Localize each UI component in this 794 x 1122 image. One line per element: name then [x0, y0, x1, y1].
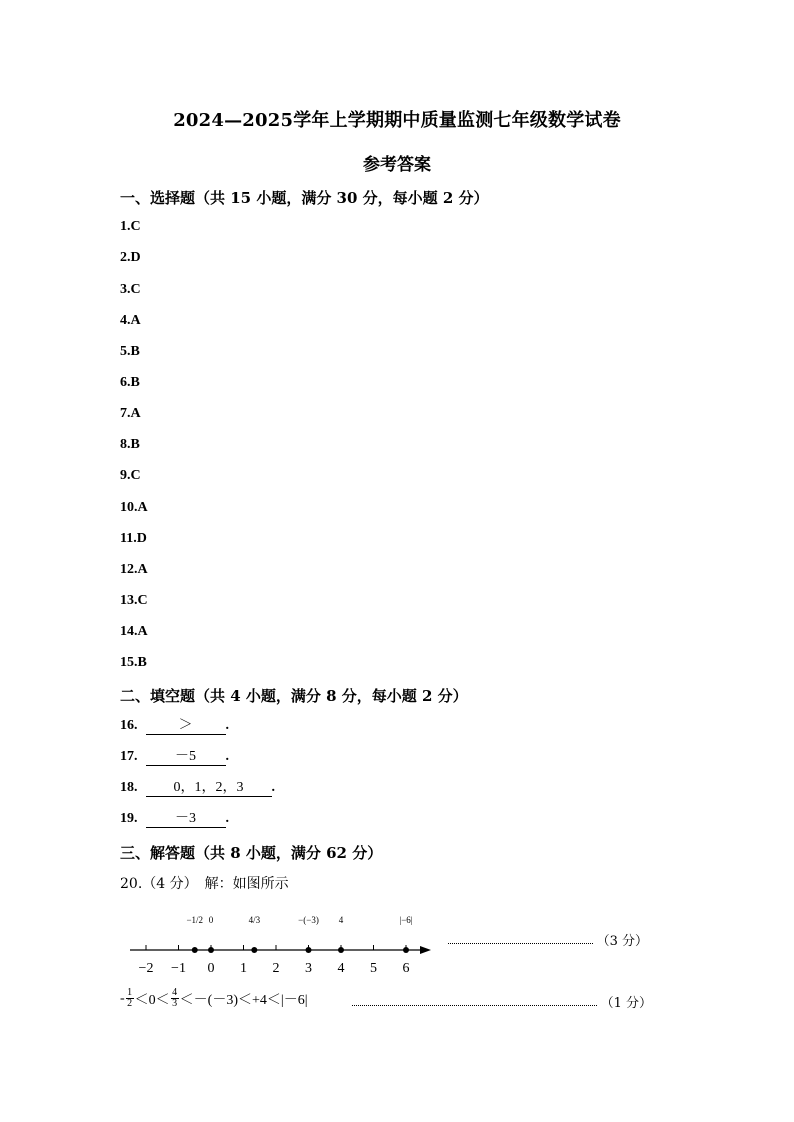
- number-line-point-label: 4: [338, 915, 344, 925]
- number-line-tick-label: 3: [305, 961, 312, 976]
- page-title: 2024—2025学年上学期期中质量监测七年级数学试卷: [173, 110, 621, 131]
- fraction-four-thirds: $\frac{4}{3}$: [172, 987, 178, 1009]
- answer-item: 15.B: [120, 655, 147, 670]
- fill-number: 18.: [120, 780, 138, 795]
- number-line-tick-label: −1: [171, 961, 186, 976]
- answer-item: 10.A: [120, 500, 148, 515]
- fill-answer: ＞: [146, 718, 226, 735]
- question-20-intro: 20.（4 分） 解：如图所示: [120, 876, 289, 892]
- score-2: （1 分）: [600, 996, 652, 1011]
- number-line-point: [192, 947, 198, 953]
- fill-item: [120, 780, 275, 797]
- page-subtitle: 参考答案: [363, 155, 431, 175]
- number-line-point: [251, 947, 257, 953]
- section-3-heading: 三、解答题（共 8 小题，满分 62 分）: [120, 844, 383, 862]
- dot-leader: [352, 1005, 597, 1006]
- number-line-tick-label: 6: [402, 961, 410, 976]
- answer-item: 1.C: [120, 219, 141, 234]
- answer-item: 7.A: [120, 406, 141, 421]
- answer-item: 14.A: [120, 624, 148, 639]
- number-line-point: [306, 947, 312, 953]
- fill-answer: －3: [146, 811, 226, 828]
- score-line-2: [352, 992, 652, 1011]
- answer-item: 9.C: [120, 468, 141, 483]
- fill-end: .: [225, 718, 229, 733]
- inequality-part-1: ＜0＜: [134, 992, 170, 1008]
- fill-number: 16.: [120, 718, 138, 733]
- number-line-tick-label: 5: [370, 961, 377, 976]
- fill-item: [120, 718, 229, 735]
- number-line-point-label: 0: [208, 915, 214, 925]
- inequality-answer: [120, 988, 308, 1009]
- fill-number: 19.: [120, 811, 138, 826]
- number-line-tick-label: −2: [138, 961, 154, 976]
- number-line-tick-label: 2: [272, 961, 280, 976]
- fill-answer: －5: [146, 749, 226, 766]
- number-line-arrow: [420, 946, 431, 954]
- score-line-1: [448, 930, 648, 949]
- number-line-point-label: −1/2: [186, 915, 204, 925]
- number-line-tick-label: 4: [337, 961, 345, 976]
- score-1: （3 分）: [596, 934, 648, 949]
- fill-number: 17.: [120, 749, 138, 764]
- fill-end: .: [271, 780, 275, 795]
- answer-item: 4.A: [120, 313, 141, 328]
- fill-end: .: [225, 811, 229, 826]
- fill-item: [120, 749, 229, 766]
- fill-answer: 0，1，2，3: [146, 780, 272, 797]
- answer-item: 12.A: [120, 562, 148, 577]
- number-line-point-label: |−6|: [399, 915, 413, 925]
- minus-sign: -: [120, 990, 125, 1006]
- number-line-point-label: −(−3): [298, 915, 319, 925]
- number-line-point: [403, 947, 409, 953]
- number-line-tick-label: 0: [207, 961, 215, 976]
- number-line-point: [208, 947, 214, 953]
- answer-item: 8.B: [120, 437, 140, 452]
- dot-leader: [448, 943, 593, 944]
- section-2-heading: 二、填空题（共 4 小题，满分 8 分，每小题 2 分）: [120, 687, 468, 705]
- number-line-point-label: 4/3: [248, 915, 261, 925]
- fill-end: .: [225, 749, 229, 764]
- number-line-point: [338, 947, 344, 953]
- answer-item: 2.D: [120, 250, 141, 265]
- answer-item: 3.C: [120, 282, 141, 297]
- answer-item: 6.B: [120, 375, 140, 390]
- number-line: [120, 905, 440, 980]
- number-line-tick-label: 1: [240, 961, 247, 976]
- fraction-one-half: $\frac{1}{2}$: [127, 987, 133, 1009]
- fill-item: [120, 811, 229, 828]
- section-1-heading: 一、选择题（共 15 小题，满分 30 分，每小题 2 分）: [120, 189, 489, 207]
- answer-item: 13.C: [120, 593, 148, 608]
- answer-item: 11.D: [120, 531, 147, 546]
- answer-item: 5.B: [120, 344, 140, 359]
- inequality-part-2: ＜－(－3)＜+4＜|－6|: [179, 992, 308, 1008]
